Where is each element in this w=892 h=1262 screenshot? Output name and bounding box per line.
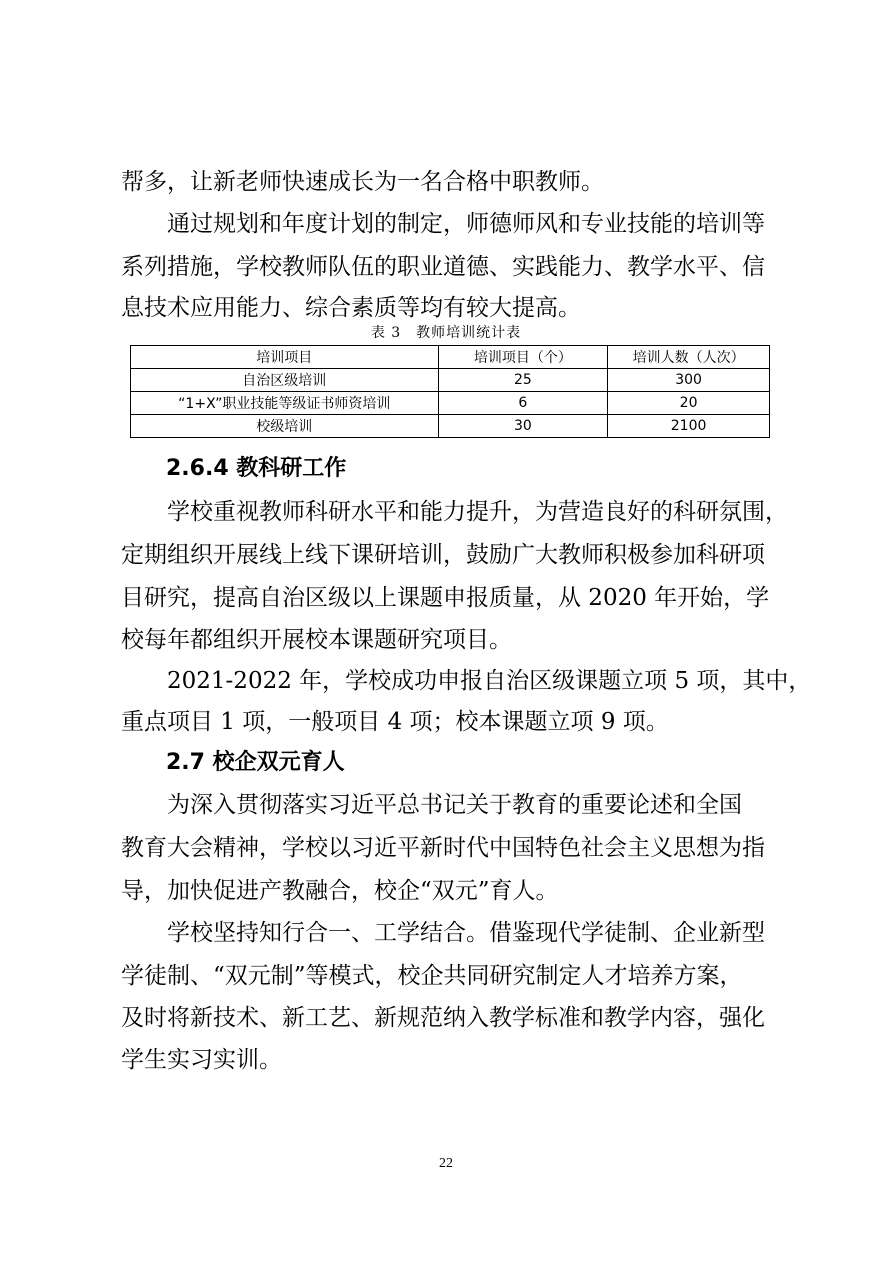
column-header: 培训项目 (131, 346, 439, 369)
table-row (131, 369, 770, 392)
column-header: 培训项目（个） (438, 346, 608, 369)
table-cell: 20 (608, 392, 770, 415)
table-cell: “1+X”职业技能等级证书师资培训 (131, 392, 439, 415)
paragraph-line: 重点项目 1 项，一般项目 4 项；校本课题立项 9 项。 (121, 709, 669, 735)
paragraph-line: 系列措施，学校教师队伍的职业道德、实践能力、教学水平、信 (121, 254, 765, 280)
paragraph-line: 校每年都组织开展校本课题研究项目。 (121, 627, 512, 653)
paragraph-line: 为深入贯彻落实习近平总书记关于教育的重要论述和全国 (121, 792, 742, 818)
table-header-row (131, 346, 770, 369)
page-number: 22 (439, 1156, 453, 1171)
paragraph-line: 学生实习实训。 (121, 1047, 282, 1073)
paragraph-line: 2021-2022 年，学校成功申报自治区级课题立项 5 项，其中， (121, 668, 812, 694)
section-heading: 2.7 校企双元育人 (166, 750, 345, 775)
paragraph-line: 通过规划和年度计划的制定，师德师风和专业技能的培训等 (121, 211, 765, 237)
paragraph-line: 目研究，提高自治区级以上课题申报质量，从 2020 年开始，学 (121, 585, 770, 611)
paragraph-line: 定期组织开展线上线下课研培训，鼓励广大教师积极参加科研项 (121, 542, 765, 568)
table-cell: 校级培训 (131, 415, 439, 438)
paragraph-line: 息技术应用能力、综合素质等均有较大提高。 (121, 295, 581, 321)
table-cell: 自治区级培训 (131, 369, 439, 392)
paragraph-line: 学校重视教师科研水平和能力提升，为营造良好的科研氛围， (121, 499, 788, 525)
paragraph-line: 学校坚持知行合一、工学结合。借鉴现代学徒制、企业新型 (121, 920, 765, 946)
table-cell: 2100 (608, 415, 770, 438)
paragraph-line: 及时将新技术、新工艺、新规范纳入教学标准和教学内容，强化 (121, 1005, 765, 1031)
column-header: 培训人数（人次） (608, 346, 770, 369)
training-stats-table (130, 345, 770, 438)
table-caption: 表 3 教师培训统计表 (370, 325, 522, 341)
section-heading: 2.6.4 教科研工作 (166, 456, 347, 481)
paragraph-line: 导，加快促进产教融合，校企“双元”育人。 (121, 878, 559, 904)
table-cell: 25 (438, 369, 608, 392)
table-cell: 30 (438, 415, 608, 438)
table-row (131, 415, 770, 438)
paragraph-line: 学徒制、“双元制”等模式，校企共同研究制定人才培养方案， (121, 963, 743, 989)
paragraph-line: 帮多，让新老师快速成长为一名合格中职教师。 (121, 169, 604, 195)
table-cell: 300 (608, 369, 770, 392)
table-cell: 6 (438, 392, 608, 415)
table-row (131, 392, 770, 415)
paragraph-line: 教育大会精神，学校以习近平新时代中国特色社会主义思想为指 (121, 835, 765, 861)
